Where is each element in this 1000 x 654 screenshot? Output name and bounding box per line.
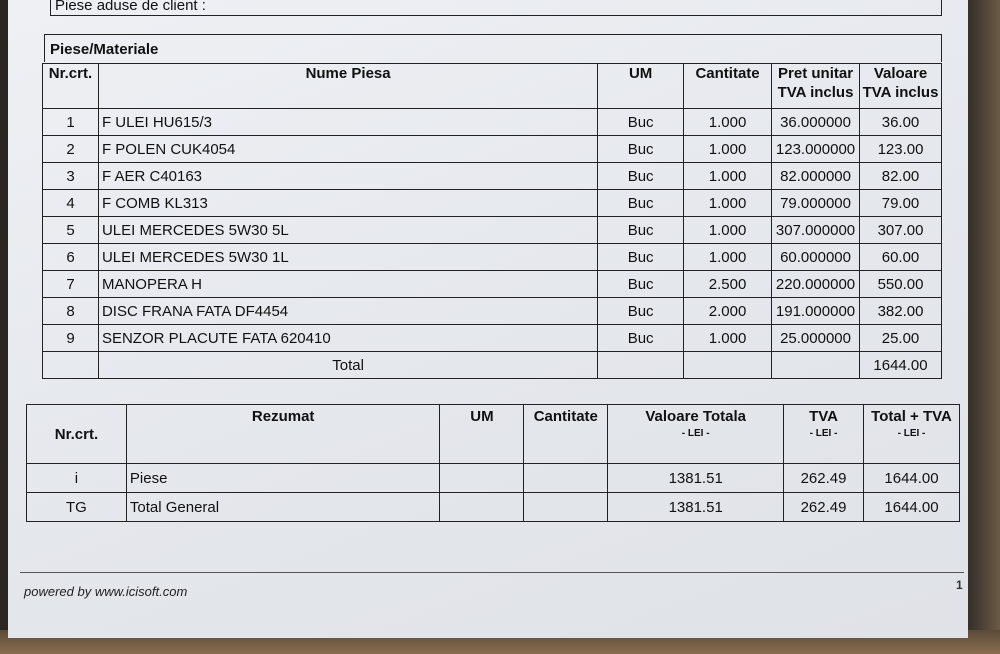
summary-qty: [524, 493, 608, 522]
row-value: 82.00: [860, 163, 942, 190]
summary-row: [27, 464, 960, 493]
sum-col-total-tva-label: Total + TVA: [871, 408, 952, 425]
row-unit-price: 307.000000: [772, 217, 860, 244]
powered-by-text: powered by www.icisoft.com: [24, 584, 188, 599]
sum-col-total-value-header: [608, 405, 784, 464]
row-unit-price: 123.000000: [772, 136, 860, 163]
client-parts-box: [50, 0, 942, 16]
materials-section-title: Piese/Materiale: [44, 34, 942, 62]
col-name-header: Nume Piesa: [98, 64, 597, 109]
table-row: [43, 271, 942, 298]
table-row: [43, 136, 942, 163]
col-nr-header: Nr.crt.: [43, 64, 99, 109]
row-name: ULEI MERCEDES 5W30 5L: [98, 217, 597, 244]
summary-total-value: 1381.51: [608, 493, 784, 522]
col-um-header: UM: [598, 64, 684, 109]
sum-col-nr-header: Nr.crt.: [27, 405, 127, 464]
summary-nr: TG: [27, 493, 127, 522]
table-row: [43, 298, 942, 325]
row-unit-price: 220.000000: [772, 271, 860, 298]
row-um: Buc: [598, 163, 684, 190]
table-row: [43, 109, 942, 136]
row-um: Buc: [598, 109, 684, 136]
currency-label: - LEI -: [809, 428, 838, 439]
row-name: F AER C40163: [98, 163, 597, 190]
row-value: 307.00: [860, 217, 942, 244]
row-value: 382.00: [860, 298, 942, 325]
sum-col-tva-header: [784, 405, 864, 464]
row-qty: 2.000: [684, 298, 772, 325]
invoice-page: [8, 0, 968, 638]
col-value-header: [860, 64, 942, 109]
row-unit-price: 36.000000: [772, 109, 860, 136]
col-unit-price-header-line2: TVA inclus: [777, 84, 854, 101]
row-unit-price: 79.000000: [772, 190, 860, 217]
row-um: Buc: [598, 298, 684, 325]
page-number: 1: [956, 578, 963, 592]
row-name: DISC FRANA FATA DF4454: [98, 298, 597, 325]
summary-um: [440, 464, 524, 493]
row-nr: 7: [43, 271, 99, 298]
summary-qty: [524, 464, 608, 493]
currency-label: - LEI -: [897, 428, 926, 439]
summary-total-tva: 1644.00: [864, 493, 960, 522]
col-unit-price-header: [772, 64, 860, 109]
sum-col-total-tva-header: [864, 405, 960, 464]
row-qty: 1.000: [684, 109, 772, 136]
table-row: [43, 244, 942, 271]
row-um: Buc: [598, 136, 684, 163]
row-unit-price: 60.000000: [772, 244, 860, 271]
sum-col-um-header: UM: [440, 405, 524, 464]
row-qty: 1.000: [684, 217, 772, 244]
sum-col-total-value-label: Valoare Totala: [645, 408, 746, 425]
row-nr: 1: [43, 109, 99, 136]
summary-nr: i: [27, 464, 127, 493]
row-value: 123.00: [860, 136, 942, 163]
row-um: Buc: [598, 271, 684, 298]
materials-table: [42, 63, 942, 379]
row-nr: 5: [43, 217, 99, 244]
row-name: SENZOR PLACUTE FATA 620410: [98, 325, 597, 352]
row-nr: 4: [43, 190, 99, 217]
row-um: Buc: [598, 190, 684, 217]
total-value: 1644.00: [860, 352, 942, 379]
summary-total-value: 1381.51: [608, 464, 784, 493]
summary-um: [440, 493, 524, 522]
materials-header-row: [43, 64, 942, 109]
col-unit-price-header-line1: Pret unitar: [778, 65, 854, 82]
row-qty: 1.000: [684, 190, 772, 217]
total-label: Total: [98, 352, 597, 379]
row-qty: 1.000: [684, 244, 772, 271]
row-qty: 1.000: [684, 163, 772, 190]
sum-col-rezumat-header: Rezumat: [126, 405, 440, 464]
summary-tva: 262.49: [784, 493, 864, 522]
currency-label: - LEI -: [681, 428, 710, 439]
row-unit-price: 25.000000: [772, 325, 860, 352]
row-unit-price: 82.000000: [772, 163, 860, 190]
row-qty: 1.000: [684, 325, 772, 352]
col-value-header-line2: TVA inclus: [862, 84, 939, 101]
col-qty-header: Cantitate: [684, 64, 772, 109]
summary-label: Piese: [126, 464, 440, 493]
summary-total-tva: 1644.00: [864, 464, 960, 493]
row-name: F POLEN CUK4054: [98, 136, 597, 163]
sum-col-tva-label: TVA: [809, 408, 838, 425]
col-value-header-line1: Valoare: [873, 65, 928, 82]
table-row: [43, 217, 942, 244]
row-nr: 9: [43, 325, 99, 352]
row-name: MANOPERA H: [98, 271, 597, 298]
row-um: Buc: [598, 217, 684, 244]
row-value: 550.00: [860, 271, 942, 298]
summary-tva: 262.49: [784, 464, 864, 493]
summary-label: Total General: [126, 493, 440, 522]
sum-col-qty-header: Cantitate: [524, 405, 608, 464]
table-row: [43, 163, 942, 190]
row-um: Buc: [598, 325, 684, 352]
row-nr: 6: [43, 244, 99, 271]
row-value: 36.00: [860, 109, 942, 136]
row-name: F COMB KL313: [98, 190, 597, 217]
row-value: 25.00: [860, 325, 942, 352]
row-unit-price: 191.000000: [772, 298, 860, 325]
row-value: 60.00: [860, 244, 942, 271]
summary-table: [26, 404, 960, 522]
table-row: [43, 325, 942, 352]
materials-total-row: [43, 352, 942, 379]
footer-divider: [20, 572, 964, 573]
row-nr: 2: [43, 136, 99, 163]
row-value: 79.00: [860, 190, 942, 217]
client-parts-label: Piese aduse de client :: [55, 0, 206, 14]
row-nr: 8: [43, 298, 99, 325]
row-name: F ULEI HU615/3: [98, 109, 597, 136]
summary-header-row: [27, 405, 960, 464]
row-name: ULEI MERCEDES 5W30 1L: [98, 244, 597, 271]
row-qty: 2.500: [684, 271, 772, 298]
row-um: Buc: [598, 244, 684, 271]
table-row: [43, 190, 942, 217]
row-nr: 3: [43, 163, 99, 190]
row-qty: 1.000: [684, 136, 772, 163]
summary-row: [27, 493, 960, 522]
